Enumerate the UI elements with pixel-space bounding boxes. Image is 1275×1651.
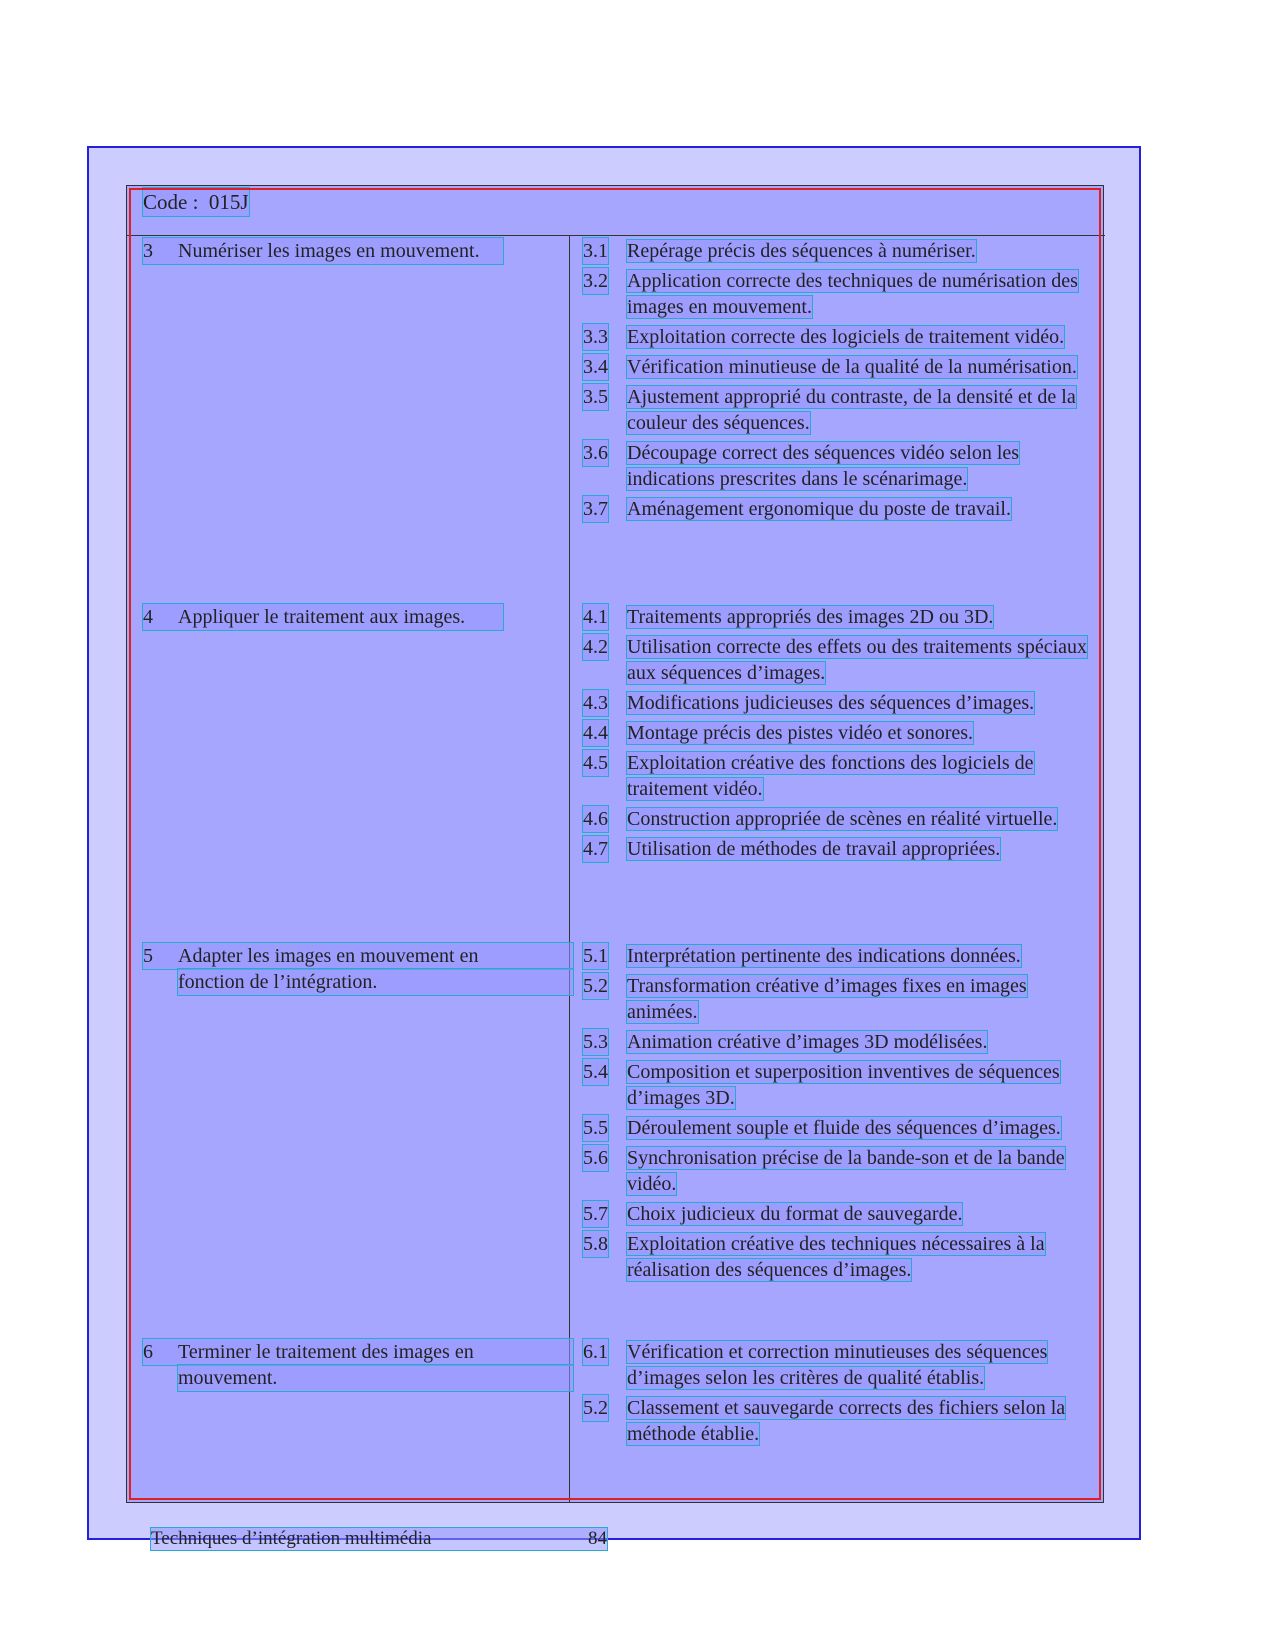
table-header-divider [126, 235, 1105, 236]
criterion-text: Ajustement approprié du contraste, de la densité et de la couleur des séquences. [627, 386, 1076, 434]
criterion [583, 973, 1093, 1025]
criterion [583, 1115, 1093, 1141]
criterion [583, 324, 1093, 350]
criterion-number: 4.2 [583, 636, 608, 658]
course-code: Code : 015J [143, 190, 249, 214]
criterion-text: Construction appropriée de scènes en réalité virtuelle. [627, 808, 1058, 830]
footer-title: Techniques d’intégration multimédia [151, 1528, 432, 1549]
competency-row [143, 943, 573, 969]
competency-row [143, 238, 503, 264]
criterion-text: Utilisation de méthodes de travail appropriées. [627, 838, 1001, 860]
criterion [583, 1059, 1093, 1111]
criterion-text: Déroulement souple et fluide des séquences d’images. [627, 1117, 1061, 1139]
criterion [583, 806, 1093, 832]
criterion [583, 1145, 1093, 1197]
criterion-number: 5.7 [583, 1203, 608, 1225]
criterion-number: 4.6 [583, 808, 608, 830]
criterion-text: Application correcte des techniques de numérisation des images en mouvement. [627, 270, 1078, 318]
criterion-number: 3.5 [583, 386, 608, 408]
criterion [583, 604, 1093, 630]
criteria-list [583, 604, 1093, 866]
criterion-text: Classement et sauvegarde corrects des fichiers selon la méthode établie. [627, 1397, 1066, 1445]
page-footer [151, 1528, 607, 1550]
criteria-list [583, 943, 1093, 1287]
criterion [583, 354, 1093, 380]
criterion-text: Découpage correct des séquences vidéo selon les indications prescrites dans le scénarimage. [627, 442, 1020, 490]
competency-title: Terminer le traitement des images en [178, 1341, 474, 1363]
criterion-text: Choix judicieux du format de sauvegarde. [627, 1203, 963, 1225]
criterion-text: Synchronisation précise de la bande-son et de la bande vidéo. [627, 1147, 1065, 1195]
criterion [583, 384, 1093, 436]
criterion [583, 720, 1093, 746]
criterion-number: 5.5 [583, 1117, 608, 1139]
criterion-number: 4.5 [583, 752, 608, 774]
criterion-text: Interprétation pertinente des indications données. [627, 945, 1021, 967]
criterion [583, 440, 1093, 492]
criterion-number: 4.4 [583, 722, 608, 744]
criteria-list [583, 1339, 1093, 1451]
criterion-text: Exploitation correcte des logiciels de traitement vidéo. [627, 326, 1065, 348]
criterion [583, 1029, 1093, 1055]
criterion-text: Composition et superposition inventives de séquences d’images 3D. [627, 1061, 1060, 1109]
competency-title-line: mouvement. [178, 1365, 573, 1391]
criterion-number: 4.7 [583, 838, 608, 860]
competency-number: 3 [143, 240, 153, 262]
table-column-divider [569, 235, 570, 1503]
competency-number: 5 [143, 945, 153, 967]
criterion-text: Exploitation créative des techniques nécessaires à la réalisation des séquences d’images. [627, 1233, 1045, 1281]
competency-row [143, 604, 503, 630]
criterion [583, 690, 1093, 716]
criterion-number: 5.4 [583, 1061, 608, 1083]
criterion [583, 1395, 1093, 1447]
criterion-number: 3.3 [583, 326, 608, 348]
criterion-number: 5.2 [583, 1397, 608, 1419]
criterion [583, 1201, 1093, 1227]
criterion [583, 634, 1093, 686]
competency-item [143, 1339, 573, 1391]
criterion [583, 238, 1093, 264]
criteria-list [583, 238, 1093, 526]
criterion [583, 496, 1093, 522]
criterion-number: 4.3 [583, 692, 608, 714]
criterion-text: Animation créative d’images 3D modélisées. [627, 1031, 988, 1053]
competency-title: Appliquer le traitement aux images. [178, 606, 466, 628]
competency-title-line: fonction de l’intégration. [178, 969, 573, 995]
competency-title: Adapter les images en mouvement en [178, 945, 479, 967]
criterion-text: Aménagement ergonomique du poste de travail. [627, 498, 1011, 520]
criterion-number: 3.1 [583, 240, 608, 262]
criterion-number: 5.6 [583, 1147, 608, 1169]
competency-item [143, 604, 503, 630]
criterion-text: Vérification et correction minutieuses des séquences d’images selon les critères de qualité établis. [627, 1341, 1048, 1389]
criterion-number: 6.1 [583, 1341, 608, 1363]
competency-row [143, 1339, 573, 1365]
criterion [583, 836, 1093, 862]
criterion-number: 3.6 [583, 442, 608, 464]
criterion-text: Transformation créative d’images fixes en images animées. [627, 975, 1027, 1023]
criterion [583, 943, 1093, 969]
criterion [583, 1339, 1093, 1391]
criterion [583, 750, 1093, 802]
competency-item [143, 238, 503, 264]
criterion-number: 5.8 [583, 1233, 608, 1255]
criterion-number: 5.1 [583, 945, 608, 967]
criterion-text: Traitements appropriés des images 2D ou 3D. [627, 606, 994, 628]
criterion-text: Exploitation créative des fonctions des logiciels de traitement vidéo. [627, 752, 1034, 800]
criterion [583, 268, 1093, 320]
page-number: 84 [588, 1528, 607, 1549]
criterion-text: Vérification minutieuse de la qualité de la numérisation. [627, 356, 1077, 378]
criterion-number: 3.4 [583, 356, 608, 378]
criterion-number: 3.7 [583, 498, 608, 520]
criterion-number: 3.2 [583, 270, 608, 292]
competency-title: Numériser les images en mouvement. [178, 240, 480, 262]
criterion [583, 1231, 1093, 1283]
criterion-text: Montage précis des pistes vidéo et sonores. [627, 722, 974, 744]
criterion-text: Utilisation correcte des effets ou des traitements spéciaux aux séquences d’images. [627, 636, 1088, 684]
competency-number: 4 [143, 606, 153, 628]
competency-item [143, 943, 573, 995]
criterion-number: 5.2 [583, 975, 608, 997]
criterion-number: 5.3 [583, 1031, 608, 1053]
criterion-number: 4.1 [583, 606, 608, 628]
criterion-text: Repérage précis des séquences à numériser. [627, 240, 976, 262]
competency-number: 6 [143, 1341, 153, 1363]
criterion-text: Modifications judicieuses des séquences d’images. [627, 692, 1035, 714]
